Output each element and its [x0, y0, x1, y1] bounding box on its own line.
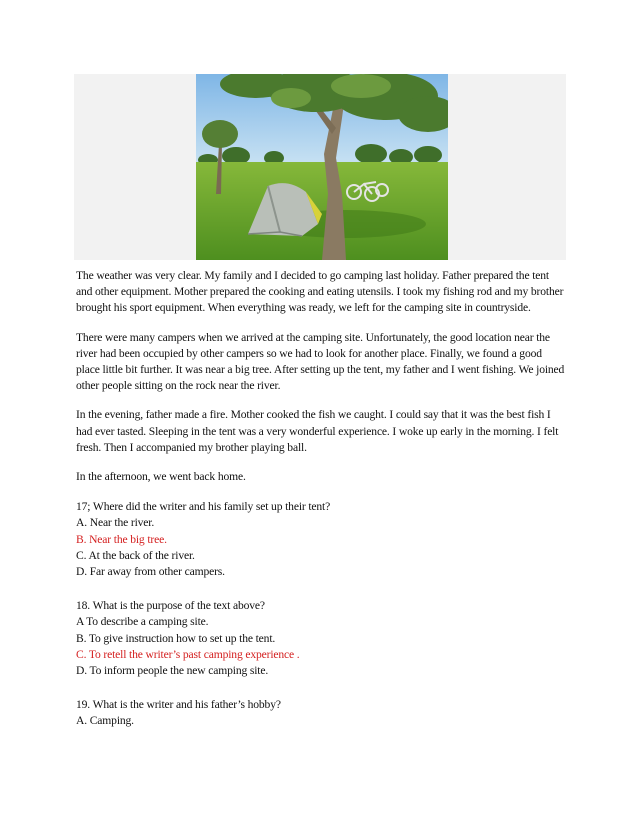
- option-b: B. To give instruction how to set up the tent.: [76, 631, 276, 645]
- option-b-correct: B. Near the big tree.: [76, 532, 167, 546]
- question-19: [76, 697, 568, 729]
- option-a: A. Camping.: [76, 714, 134, 728]
- option-a: A. Near the river.: [76, 516, 155, 530]
- reading-text: [76, 268, 568, 748]
- option-d: D. To inform people the new camping site.: [76, 664, 269, 678]
- question-text: 18. What is the purpose of the text above?: [76, 599, 265, 613]
- option-d: D. Far away from other campers.: [76, 565, 225, 579]
- paragraph-4: In the afternoon, we went back home.: [76, 470, 246, 484]
- option-a: A To describe a camping site.: [76, 615, 209, 629]
- camping-photo: [196, 74, 448, 260]
- photo-band: [74, 74, 566, 260]
- option-c: C. At the back of the river.: [76, 548, 195, 562]
- paragraph-3: In the evening, father made a fire. Mother cooked the fish we caught. I could say that it was the best fish I had ever tasted. Sleeping in the tent was a very wonderful experience. I woke up early in the morning. I felt fresh. Then I accompanied my brother playing ball.: [76, 408, 559, 454]
- option-c-correct: C. To retell the writer’s past camping experience .: [76, 647, 300, 661]
- question-18: [76, 598, 568, 679]
- camping-scene-illustration: [196, 74, 448, 260]
- question-17: [76, 499, 568, 580]
- question-text: 19. What is the writer and his father’s hobby?: [76, 698, 281, 712]
- question-text: 17; Where did the writer and his family set up their tent?: [76, 500, 331, 514]
- paragraph-1: The weather was very clear. My family and I decided to go camping last holiday. Father prepared the tent and other equipment. Mother prepared the cooking and eating utensils. I took my fishing rod and my brother brought his sport equipment. When everything was ready, we left for the camping site in countryside.: [76, 269, 564, 315]
- paragraph-2: There were many campers when we arrived at the camping site. Unfortunately, the good location near the river had been occupied by other campers so we had to look for another place. Finally, we found a good place little bit further. It was near a big tree. After setting up the tent, my father and I went fishing. We joined other people sitting on the rock near the river.: [76, 330, 565, 393]
